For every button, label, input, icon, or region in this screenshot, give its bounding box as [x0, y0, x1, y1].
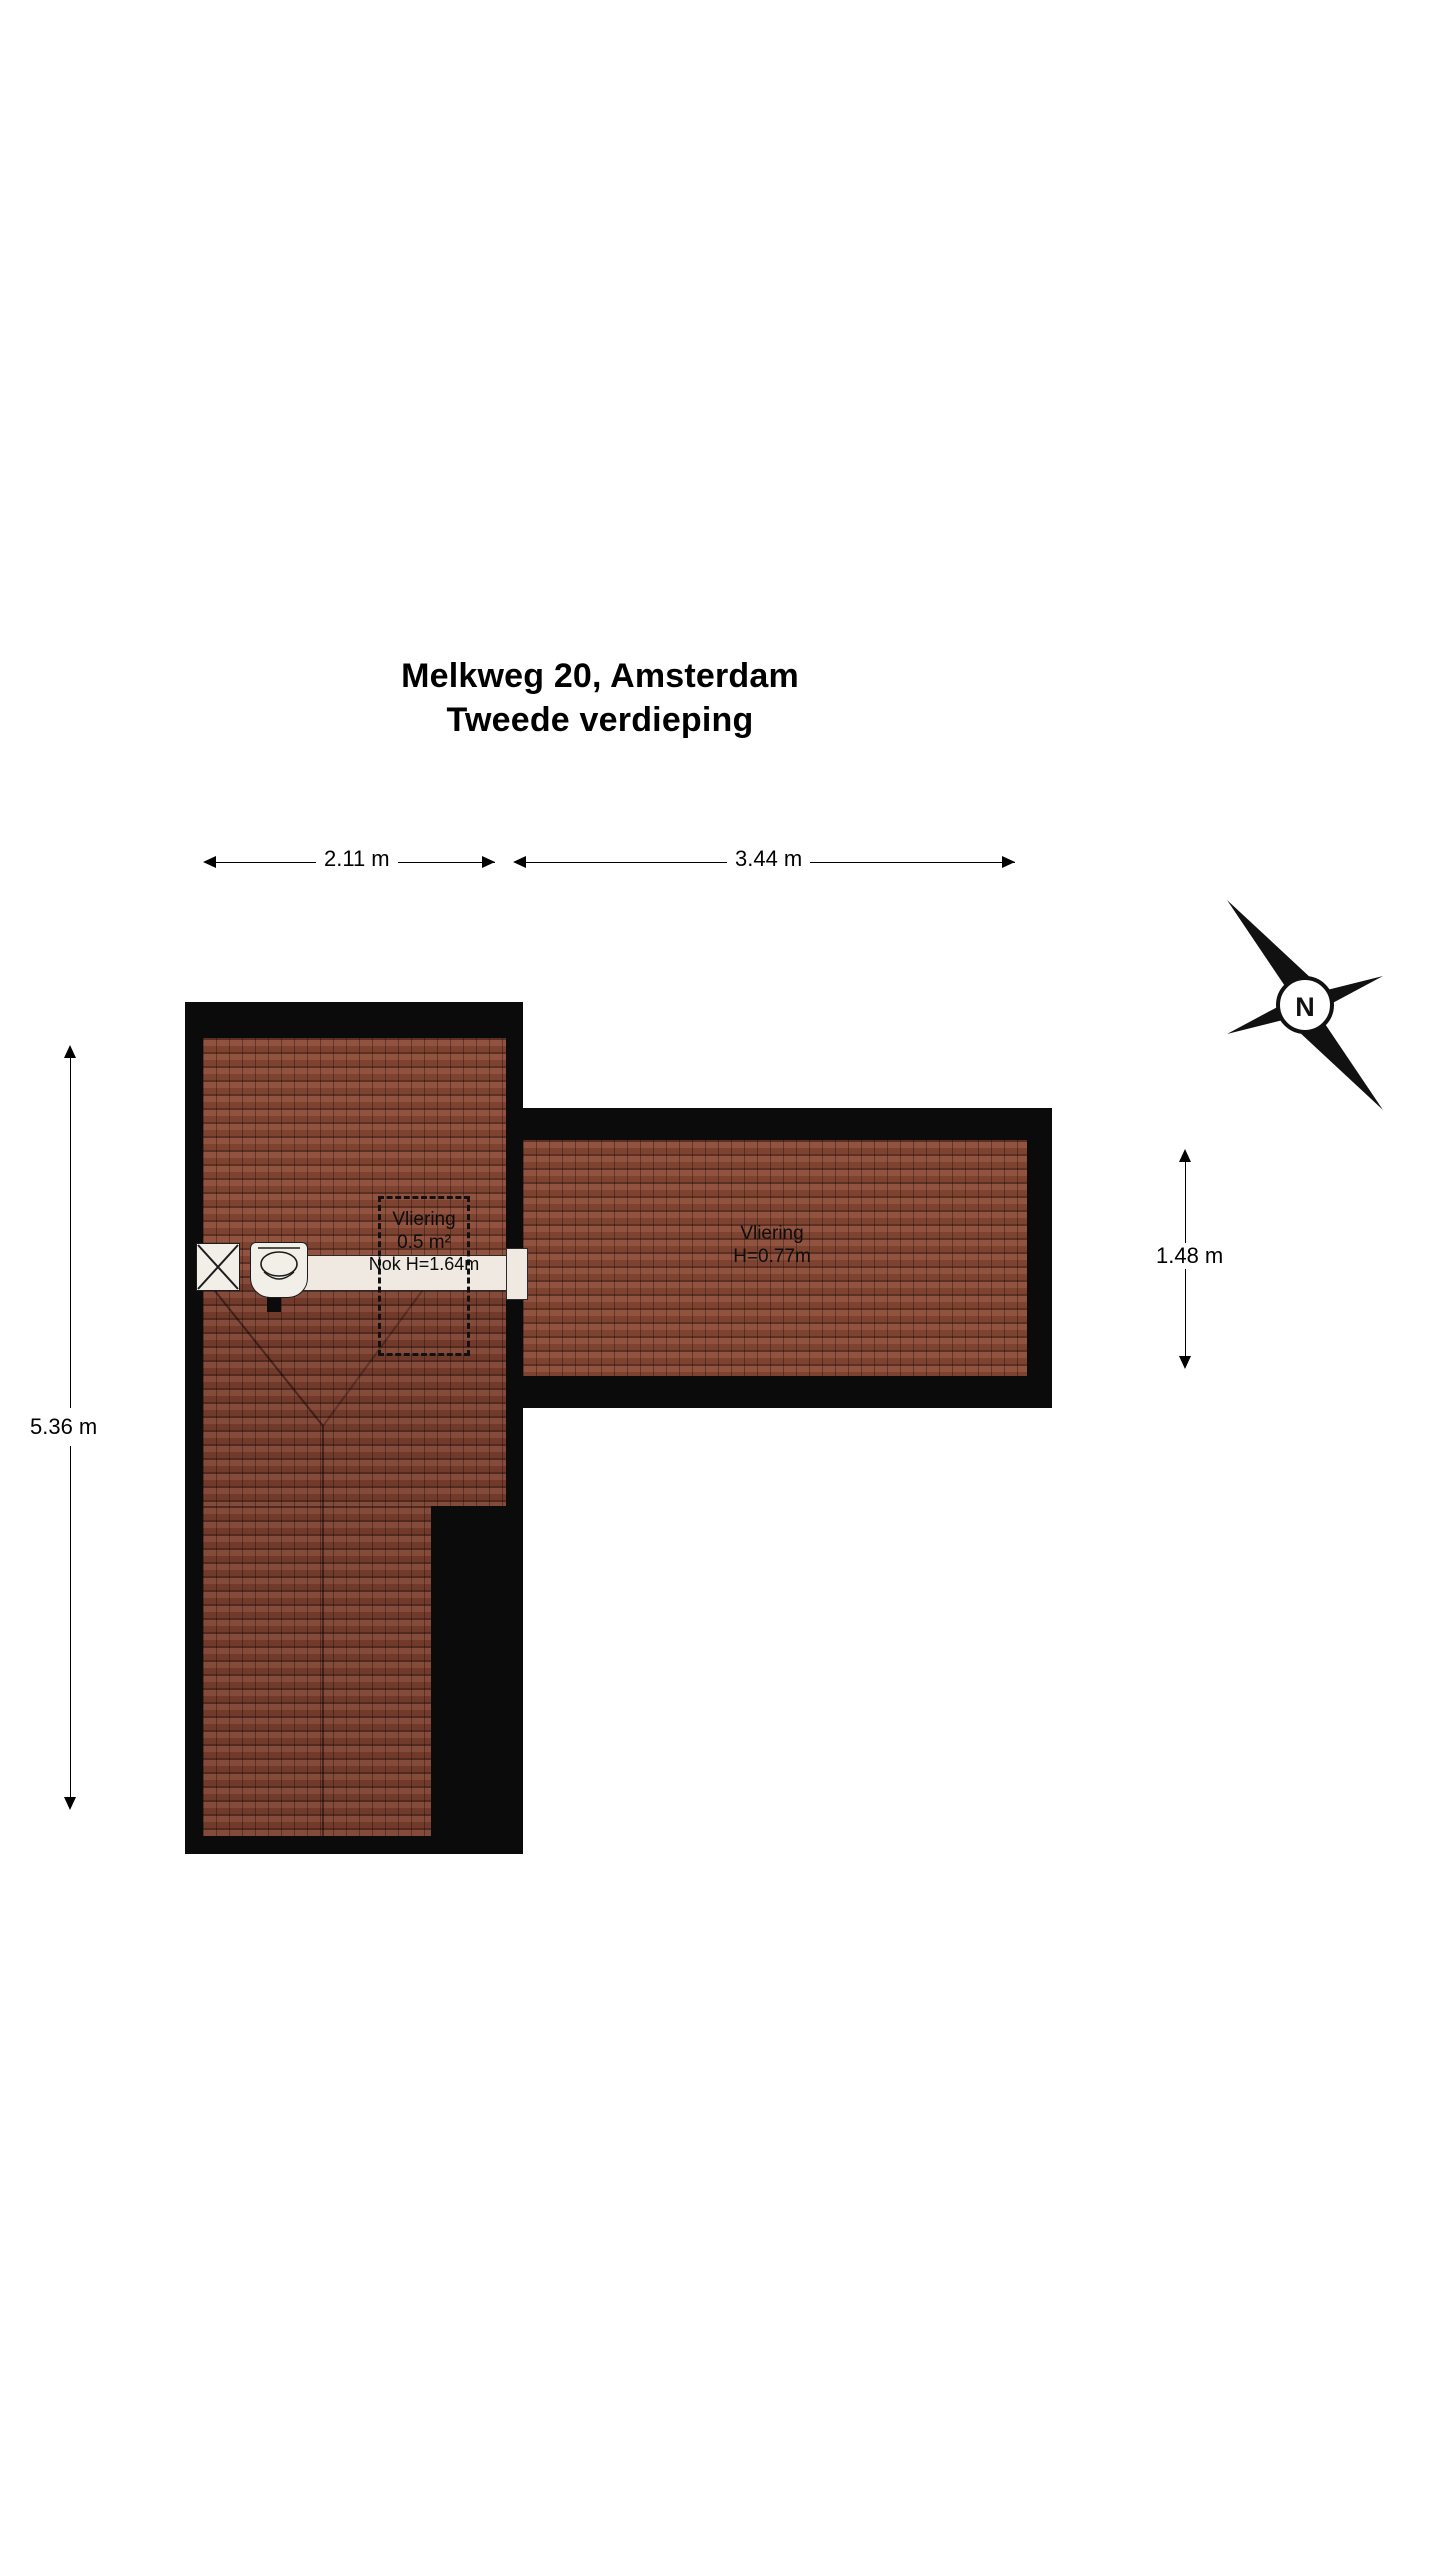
room-name-attic-small: Vliering	[392, 1209, 456, 1230]
svg-text:N: N	[1295, 992, 1315, 1022]
page-title: Melkweg 20, Amsterdam	[401, 657, 799, 695]
dim-top-right-arrow-start	[513, 856, 526, 868]
dim-left-arrow-bottom	[64, 1797, 76, 1810]
dim-top-left-arrow-start	[203, 856, 216, 868]
room-height-attic-small: Nok H=1.64m	[368, 1254, 480, 1275]
room-label-attic-small	[328, 1208, 520, 1276]
dim-right-label: 1.48 m	[1148, 1243, 1231, 1269]
dim-right-arrow-bottom	[1179, 1356, 1191, 1369]
north-arrow-icon	[1215, 890, 1395, 1120]
dim-top-left-label: 2.11 m	[316, 846, 398, 872]
dim-right-arrow-top	[1179, 1149, 1191, 1162]
room-height-attic-large: H=0.77m	[733, 1246, 811, 1268]
room-label-attic-large	[660, 1222, 884, 1268]
dim-top-right-label: 3.44 m	[727, 846, 810, 872]
toilet-icon	[250, 1242, 308, 1298]
roof-ridge-lines	[203, 1276, 513, 1856]
window-cross-icon	[196, 1243, 240, 1291]
room-area-attic-small: 0.5 m²	[397, 1232, 451, 1254]
dim-top-left-arrow-end	[482, 856, 495, 868]
dim-left-arrow-top	[64, 1045, 76, 1058]
page-subtitle: Tweede verdieping	[446, 700, 754, 739]
room-name-attic-large: Vliering	[740, 1223, 804, 1244]
dim-top-right-arrow-end	[1002, 856, 1015, 868]
dim-left-label: 5.36 m	[30, 1408, 97, 1446]
